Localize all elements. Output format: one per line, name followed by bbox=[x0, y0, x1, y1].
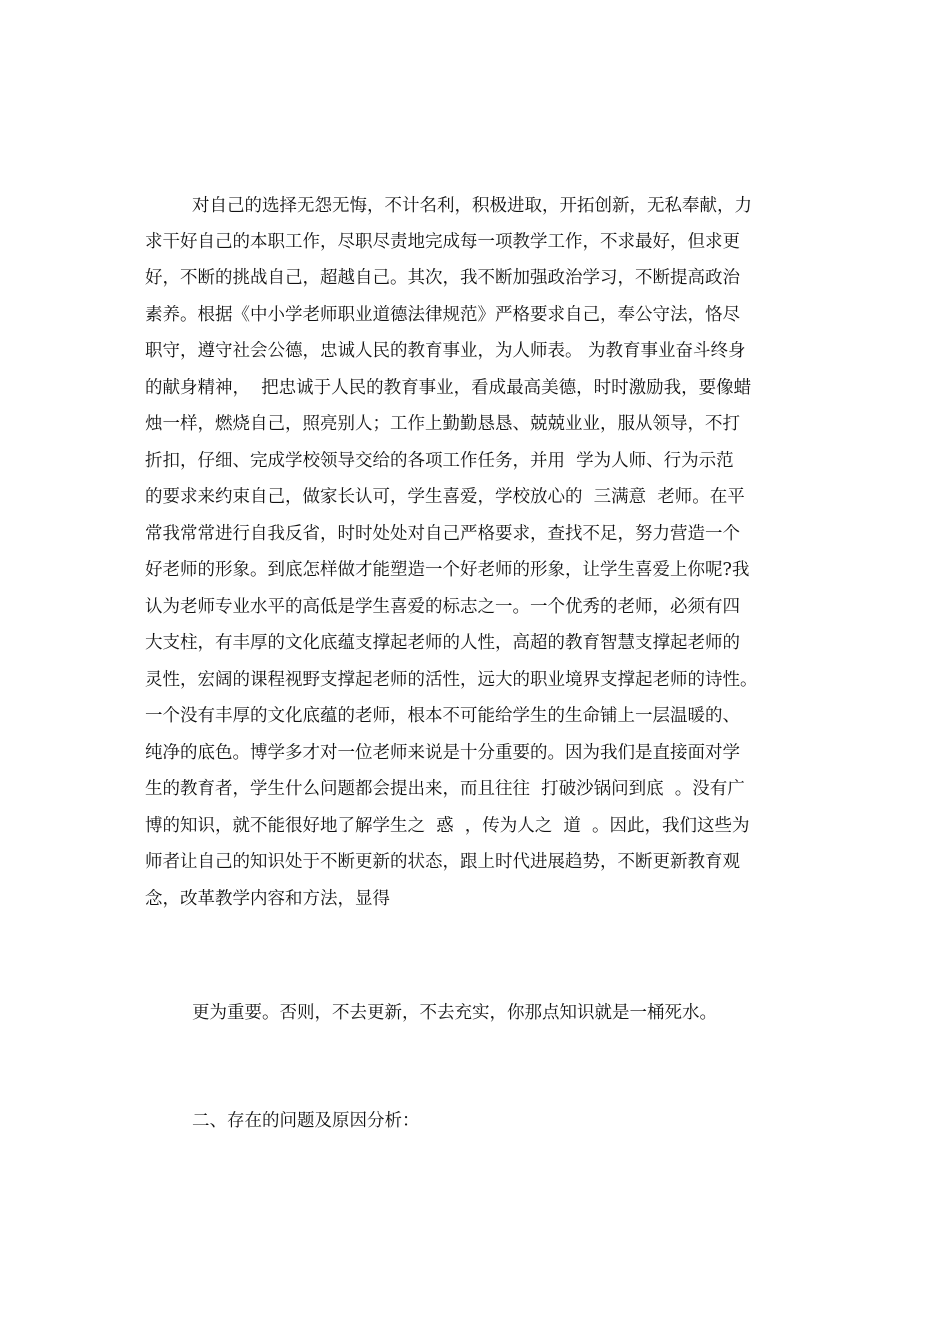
paragraph-line: 纯净的底色。博学多才对一位老师来说是十分重要的。因为我们是直接面对学 bbox=[145, 743, 740, 763]
paragraph-line: 师者让自己的知识处于不断更新的状态，跟上时代进展趋势，不断更新教育观 bbox=[145, 852, 740, 872]
paragraph-line: 职守，遵守社会公德，忠诚人民的教育事业，为人师表。 为教育事业奋斗终身 bbox=[145, 341, 746, 361]
paragraph-line: 认为老师专业水平的高低是学生喜爱的标志之一。一个优秀的老师，必须有四 bbox=[145, 597, 740, 617]
paragraph-line: 好，不断的挑战自己，超越自己。其次，我不断加强政治学习，不断提高政治 bbox=[145, 268, 740, 288]
paragraph-line: 常我常常进行自我反省，时时处处对自己严格要求，查找不足，努力营造一个 bbox=[145, 524, 740, 544]
paragraph-line: 素养。根据《中小学老师职业道德法律规范》严格要求自己，奉公守法，恪尽 bbox=[145, 305, 740, 325]
paragraph-line: 的献身精神， 把忠诚于人民的教育事业，看成最高美德，时时激励我，要像蜡 bbox=[145, 378, 752, 398]
paragraph-line: 的要求来约束自己，做家长认可，学生喜爱，学校放心的 三满意 老师。在平 bbox=[145, 487, 745, 507]
paragraph-line: 灵性，宏阔的课程视野支撑起老师的活性，远大的职业境界支撑起老师的诗性。 bbox=[145, 670, 758, 690]
section-heading: 二、存在的问题及原因分析： bbox=[192, 1111, 420, 1131]
paragraph-line: 好老师的形象。到底怎样做才能塑造一个好老师的形象，让学生喜爱上你呢?我 bbox=[145, 560, 750, 580]
paragraph-line: 烛一样，燃烧自己，照亮别人；工作上勤勤恳恳、兢兢业业，服从领导，不打 bbox=[145, 414, 740, 434]
paragraph-line: 求干好自己的本职工作，尽职尽责地完成每一项教学工作，不求最好，但求更 bbox=[145, 232, 740, 252]
paragraph-line: 生的教育者，学生什么问题都会提出来，而且往往 打破沙锅问到底 。没有广 bbox=[145, 779, 745, 799]
paragraph-line: 念，改革教学内容和方法，显得 bbox=[145, 889, 390, 909]
paragraph-line: 大支柱，有丰厚的文化底蕴支撑起老师的人性，高超的教育智慧支撑起老师的 bbox=[145, 633, 740, 653]
paragraph-text: 更为重要。否则，不去更新，不去充实，你那点知识就是一桶死水。 bbox=[192, 1003, 717, 1023]
paragraph-line: 一个没有丰厚的文化底蕴的老师，根本不可能给学生的生命铺上一层温暖的、 bbox=[145, 706, 740, 726]
paragraph-line: 对自己的选择无怨无悔，不计名利，积极进取，开拓创新，无私奉献，力 bbox=[192, 196, 752, 216]
paragraph-line: 折扣，仔细、完成学校领导交给的各项工作任务，并用 学为人师、行为示范 bbox=[145, 451, 734, 471]
paragraph-line: 博的知识，就不能很好地了解学生之 惑 ，传为人之 道 。因此，我们这些为 bbox=[145, 816, 750, 836]
